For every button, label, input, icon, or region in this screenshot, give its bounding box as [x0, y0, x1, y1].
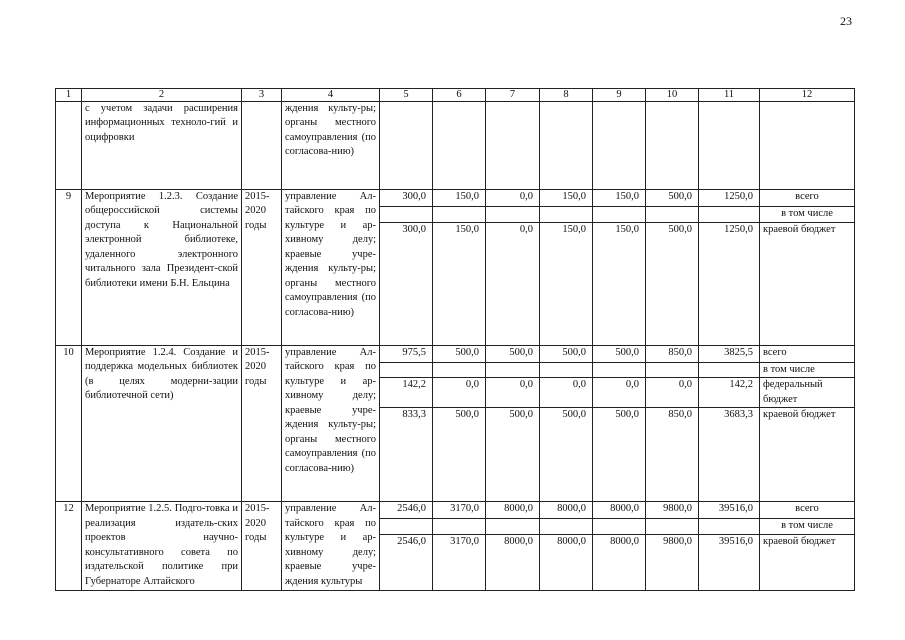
value-cell: 975,5 — [380, 346, 433, 363]
value-cell: 0,0 — [540, 378, 593, 408]
value-cell: 0,0 — [486, 378, 540, 408]
value-cell: 500,0 — [433, 346, 486, 363]
value-cell: 0,0 — [486, 223, 540, 346]
value-cell: 850,0 — [646, 408, 699, 502]
value-cell: 833,3 — [380, 408, 433, 502]
value-cell: 1250,0 — [699, 223, 760, 346]
funding-source: всего — [760, 346, 855, 363]
value-cell: 150,0 — [433, 223, 486, 346]
executor: управление Ал-тайского края по культуре и ар-хивному делу; краевые учре-ждения культу-ры; органы местного самоуправления (по согласова-нию) — [282, 190, 380, 346]
funding-source: краевой бюджет — [760, 223, 855, 346]
period: 2015-2020 годы — [242, 190, 282, 346]
executor: управление Ал-тайского края по культуре и ар-хивному делу; краевые учре-ждения культуры — [282, 502, 380, 590]
value-cell: 300,0 — [380, 190, 433, 207]
value-cell: 0,0 — [646, 378, 699, 408]
page-number: 23 — [840, 14, 852, 28]
row-number: 9 — [56, 190, 82, 346]
value-cell: 8000,0 — [540, 534, 593, 590]
col-header: 5 — [380, 89, 433, 102]
value-cell: 2546,0 — [380, 534, 433, 590]
value-cell: 150,0 — [593, 190, 646, 207]
funding-source: в том числе — [760, 519, 855, 534]
activity-name: Мероприятие 1.2.5. Подго-товка и реализация издатель-ских проектов научно-консультативного совета по издательской политике при Губернаторе Алтайского — [82, 502, 242, 590]
header-row — [56, 89, 855, 102]
funding-source: всего — [760, 190, 855, 207]
col-header: 3 — [242, 89, 282, 102]
program-table — [55, 88, 855, 591]
row-number: 10 — [56, 346, 82, 502]
col-header: 10 — [646, 89, 699, 102]
value-cell: 3683,3 — [699, 408, 760, 502]
value-cell: 9800,0 — [646, 502, 699, 519]
col-header: 12 — [760, 89, 855, 102]
value-cell: 0,0 — [486, 190, 540, 207]
value-cell: 8000,0 — [486, 534, 540, 590]
value-cell: 150,0 — [540, 190, 593, 207]
value-cell: 8000,0 — [486, 502, 540, 519]
table-row — [56, 190, 855, 207]
funding-source: в том числе — [760, 363, 855, 378]
value-cell: 850,0 — [646, 346, 699, 363]
value-cell: 3825,5 — [699, 346, 760, 363]
executor: ждения культу-ры; органы местного самоуправления (по согласова-нию) — [282, 102, 380, 190]
col-header: 11 — [699, 89, 760, 102]
col-header: 6 — [433, 89, 486, 102]
value-cell: 0,0 — [593, 378, 646, 408]
value-cell: 500,0 — [593, 346, 646, 363]
funding-source: краевой бюджет — [760, 534, 855, 590]
activity-name: Мероприятие 1.2.3. Создание общероссийской системы доступа к Национальной электронной библиотеке, удаленного электронного читального зала Президент-ской библиотеки имени Б.Н. Ельцина — [82, 190, 242, 346]
value-cell: 8000,0 — [540, 502, 593, 519]
period: 2015-2020 годы — [242, 346, 282, 502]
value-cell: 0,0 — [433, 378, 486, 408]
col-header: 4 — [282, 89, 380, 102]
value-cell: 300,0 — [380, 223, 433, 346]
value-cell: 8000,0 — [593, 534, 646, 590]
activity-name: Мероприятие 1.2.4. Создание и поддержка модельных библиотек (в целях модерни-зации библиотечной сети) — [82, 346, 242, 502]
value-cell: 500,0 — [593, 408, 646, 502]
value-cell: 500,0 — [646, 223, 699, 346]
value-cell: 9800,0 — [646, 534, 699, 590]
col-header: 2 — [82, 89, 242, 102]
funding-source: всего — [760, 502, 855, 519]
value-cell: 150,0 — [540, 223, 593, 346]
value-cell: 142,2 — [380, 378, 433, 408]
value-cell: 1250,0 — [699, 190, 760, 207]
value-cell: 500,0 — [433, 408, 486, 502]
value-cell: 39516,0 — [699, 502, 760, 519]
value-cell: 500,0 — [540, 408, 593, 502]
value-cell: 3170,0 — [433, 502, 486, 519]
value-cell: 2546,0 — [380, 502, 433, 519]
col-header: 8 — [540, 89, 593, 102]
period: 2015-2020 годы — [242, 502, 282, 590]
value-cell: 8000,0 — [593, 502, 646, 519]
value-cell: 142,2 — [699, 378, 760, 408]
value-cell: 500,0 — [646, 190, 699, 207]
funding-source: федеральный бюджет — [760, 378, 855, 408]
table-row — [56, 346, 855, 363]
value-cell: 3170,0 — [433, 534, 486, 590]
executor: управление Ал-тайского края по культуре и ар-хивному делу; краевые учре-ждения культу-ры; органы местного самоуправления (по согласова-нию) — [282, 346, 380, 502]
value-cell: 39516,0 — [699, 534, 760, 590]
table-row — [56, 102, 855, 190]
row-number: 12 — [56, 502, 82, 590]
col-header: 9 — [593, 89, 646, 102]
col-header: 7 — [486, 89, 540, 102]
value-cell: 500,0 — [486, 346, 540, 363]
funding-source: краевой бюджет — [760, 408, 855, 502]
col-header: 1 — [56, 89, 82, 102]
value-cell: 500,0 — [540, 346, 593, 363]
value-cell: 150,0 — [593, 223, 646, 346]
value-cell: 500,0 — [486, 408, 540, 502]
funding-source: в том числе — [760, 207, 855, 223]
activity-name: с учетом задачи расширения информационных техноло-гий и оцифровки — [82, 102, 242, 190]
value-cell: 150,0 — [433, 190, 486, 207]
table-row — [56, 502, 855, 519]
